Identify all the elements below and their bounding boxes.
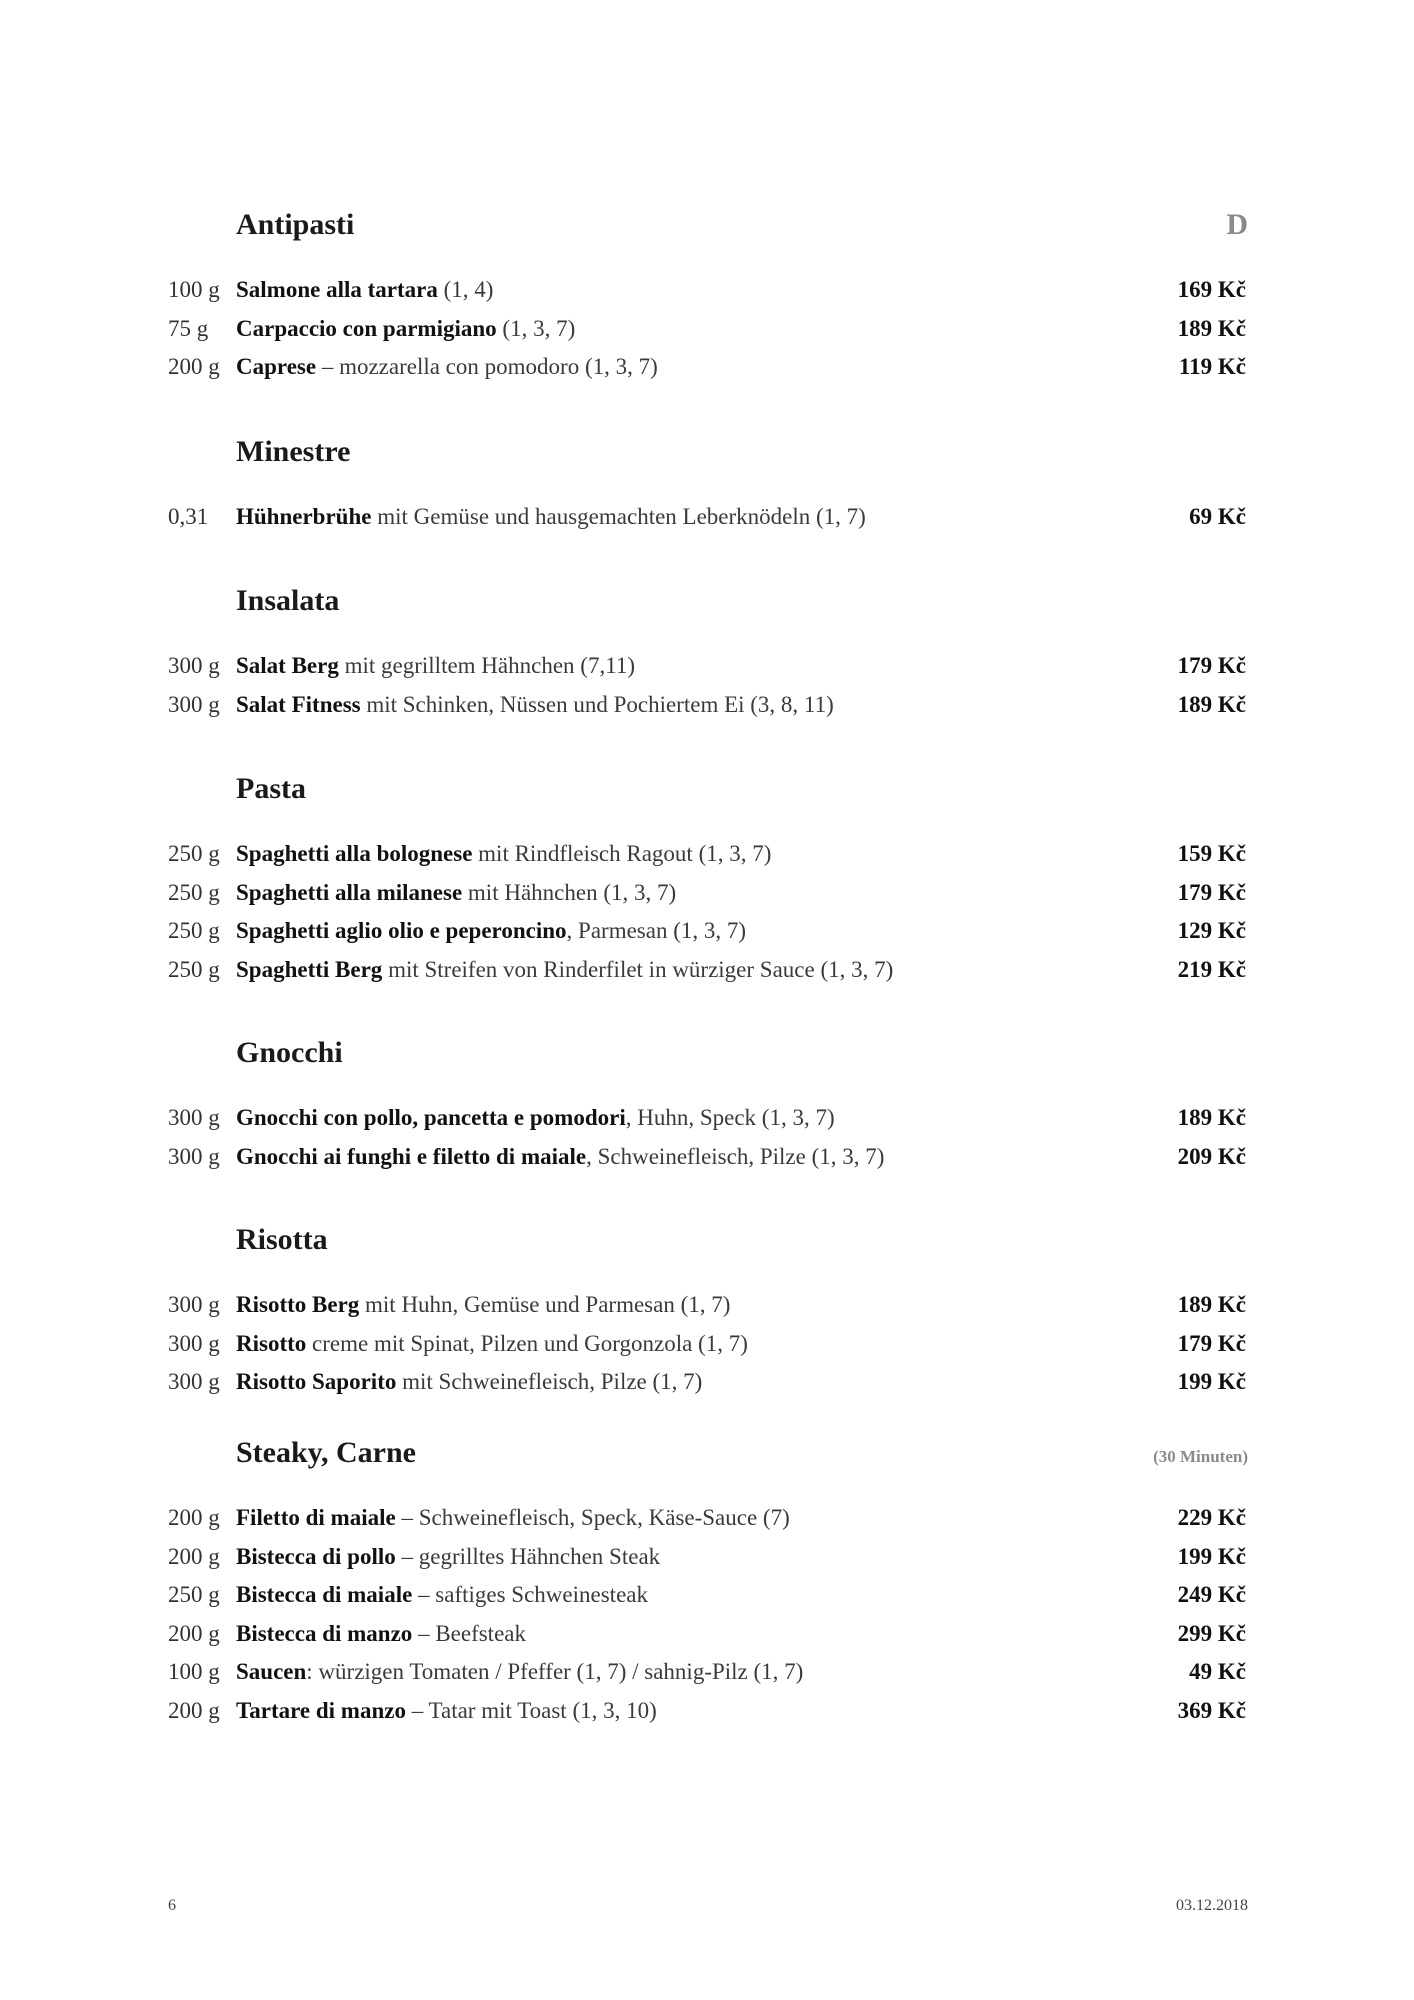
item-description <box>236 1576 648 1614</box>
item-description <box>236 1099 835 1137</box>
item-description <box>236 951 893 989</box>
section-pasta <box>0 769 1414 989</box>
item-quantity: 300 g <box>168 1292 220 1317</box>
item-price: 189 Kč <box>1177 691 1246 717</box>
item-price: 169 Kč <box>1177 277 1246 302</box>
item-price: 189 Kč <box>1177 1292 1246 1317</box>
item-quantity: 300 g <box>168 653 220 678</box>
item-name: Carpaccio con parmigiano <box>236 315 497 341</box>
item-quantity: 250 g <box>168 841 220 866</box>
section-steaky-carne <box>0 1433 1414 1730</box>
item-description <box>236 874 676 912</box>
item-price: 369 Kč <box>1177 1697 1246 1723</box>
item-quantity: 250 g <box>168 1582 220 1607</box>
menu-item <box>0 271 1414 310</box>
item-name: Gnocchi con pollo, pancetta e pomodori <box>236 1105 626 1130</box>
item-quantity: 300 g <box>168 1105 220 1130</box>
item-list <box>0 1286 1414 1402</box>
section-header <box>0 769 1414 829</box>
item-name: Bistecca di manzo <box>236 1620 413 1646</box>
item-price: 189 Kč <box>1177 315 1246 341</box>
item-name: Saucen <box>236 1659 307 1684</box>
item-price: 189 Kč <box>1177 1105 1246 1130</box>
section-gnocchi <box>0 1033 1414 1176</box>
item-description <box>236 686 834 724</box>
item-quantity: 200 g <box>168 1543 220 1569</box>
item-description <box>236 1325 748 1363</box>
menu-item <box>0 874 1414 913</box>
item-description <box>236 1138 884 1176</box>
item-name: Bistecca di pollo <box>236 1543 396 1569</box>
item-name: Bistecca di maiale <box>236 1582 413 1607</box>
item-description <box>236 912 746 950</box>
section-header <box>0 1220 1414 1280</box>
item-quantity: 100 g <box>168 277 220 302</box>
item-detail: – Tatar mit Toast (1, 3, 10) <box>405 1697 657 1723</box>
item-description <box>236 498 866 536</box>
item-quantity: 300 g <box>168 1369 220 1394</box>
item-name: Spaghetti aglio olio e peperoncino <box>236 918 567 943</box>
item-name: Caprese <box>236 354 317 379</box>
item-quantity: 250 g <box>168 879 220 905</box>
menu-item <box>0 1499 1414 1538</box>
item-detail: , Huhn, Speck (1, 3, 7) <box>625 1105 835 1130</box>
item-quantity: 200 g <box>168 1697 220 1723</box>
item-price: 159 Kč <box>1177 841 1246 866</box>
menu-item <box>0 1653 1414 1692</box>
menu-item <box>0 912 1414 951</box>
section-minestre <box>0 432 1414 537</box>
item-name: Risotto Berg <box>236 1292 360 1317</box>
item-detail: mit Gemüse und hausgemachten Leberknödeln (1, 7) <box>371 504 866 529</box>
page-letter: D <box>1226 208 1248 241</box>
menu-item <box>0 835 1414 874</box>
item-detail: mit Hähnchen (1, 3, 7) <box>462 879 677 905</box>
section-title: Risotta <box>236 1223 328 1256</box>
item-detail: mit Schweinefleisch, Pilze (1, 7) <box>396 1369 703 1394</box>
item-name: Salat Fitness <box>236 691 361 717</box>
item-description <box>236 1615 526 1653</box>
menu-item <box>0 951 1414 990</box>
item-detail: : würzigen Tomaten / Pfeffer (1, 7) / sahnig-Pilz (1, 7) <box>306 1659 804 1684</box>
item-description <box>236 271 493 309</box>
menu-item <box>0 686 1414 725</box>
item-list <box>0 498 1414 537</box>
item-description <box>236 1363 702 1401</box>
section-title: Pasta <box>236 772 306 805</box>
menu-item <box>0 1538 1414 1577</box>
section-title: Insalata <box>236 584 340 617</box>
item-price: 209 Kč <box>1177 1143 1246 1169</box>
menu-item <box>0 1138 1414 1177</box>
item-name: Risotto Saporito <box>236 1369 397 1394</box>
item-detail: – Schweinefleisch, Speck, Käse-Sauce (7) <box>395 1505 790 1530</box>
item-detail: , Schweinefleisch, Pilze (1, 3, 7) <box>586 1143 885 1169</box>
item-list <box>0 271 1414 387</box>
item-quantity: 100 g <box>168 1659 220 1684</box>
item-name: Risotto <box>236 1330 307 1356</box>
item-detail: – saftiges Schweinesteak <box>412 1582 648 1607</box>
menu-item <box>0 1615 1414 1654</box>
section-risotta <box>0 1220 1414 1402</box>
section-title: Gnocchi <box>236 1036 343 1069</box>
item-name: Salmone alla tartara <box>236 277 438 302</box>
item-price: 179 Kč <box>1177 653 1246 678</box>
section-title: Minestre <box>236 435 351 468</box>
item-detail: mit Streifen von Rinderfilet in würziger Sauce (1, 3, 7) <box>382 956 894 982</box>
menu-item <box>0 1325 1414 1364</box>
item-price: 299 Kč <box>1177 1620 1246 1646</box>
item-quantity: 300 g <box>168 1330 220 1356</box>
item-price: 179 Kč <box>1177 1330 1246 1356</box>
item-price: 219 Kč <box>1177 956 1246 982</box>
item-price: 129 Kč <box>1177 918 1246 943</box>
preparation-time-note: (30 Minuten) <box>1153 1447 1248 1466</box>
item-price: 179 Kč <box>1177 879 1246 905</box>
section-title: Steaky, Carne <box>236 1436 416 1469</box>
item-detail: creme mit Spinat, Pilzen und Gorgonzola (1, 7) <box>306 1330 748 1356</box>
item-quantity: 250 g <box>168 956 220 982</box>
item-list <box>0 1099 1414 1176</box>
page-number: 6 <box>168 1897 176 1914</box>
item-description <box>236 1499 790 1537</box>
item-name: Hühnerbrühe <box>236 504 372 529</box>
menu-item <box>0 498 1414 537</box>
item-name: Salat Berg <box>236 653 339 678</box>
item-quantity: 250 g <box>168 918 220 943</box>
section-antipasti <box>0 205 1414 387</box>
item-quantity: 200 g <box>168 1620 220 1646</box>
menu-item <box>0 1286 1414 1325</box>
menu-item <box>0 647 1414 686</box>
document-date: 03.12.2018 <box>1176 1897 1248 1914</box>
item-detail: (1, 3, 7) <box>496 315 576 341</box>
item-detail: mit Huhn, Gemüse und Parmesan (1, 7) <box>359 1292 731 1317</box>
item-price: 229 Kč <box>1177 1505 1246 1530</box>
item-detail: , Parmesan (1, 3, 7) <box>566 918 747 943</box>
item-name: Tartare di manzo <box>236 1697 406 1723</box>
item-price: 199 Kč <box>1177 1369 1246 1394</box>
item-list <box>0 647 1414 724</box>
item-name: Spaghetti alla milanese <box>236 879 463 905</box>
item-description <box>236 1286 730 1324</box>
item-detail: mit Schinken, Nüssen und Pochiertem Ei (3, 8, 11) <box>360 691 834 717</box>
item-quantity: 200 g <box>168 1505 220 1530</box>
item-description <box>236 348 658 386</box>
section-header <box>0 1433 1414 1493</box>
menu-item <box>0 1363 1414 1402</box>
section-insalata <box>0 581 1414 724</box>
item-quantity: 300 g <box>168 1143 220 1169</box>
item-name: Filetto di maiale <box>236 1505 396 1530</box>
item-list <box>0 835 1414 989</box>
item-price: 199 Kč <box>1177 1543 1246 1569</box>
menu-item <box>0 348 1414 387</box>
item-quantity: 0,31 <box>168 504 209 529</box>
item-name: Spaghetti alla bolognese <box>236 841 473 866</box>
item-detail: – mozzarella con pomodoro (1, 3, 7) <box>316 354 658 379</box>
item-price: 249 Kč <box>1177 1582 1246 1607</box>
item-price: 49 Kč <box>1189 1659 1246 1684</box>
section-header <box>0 205 1414 265</box>
menu-item <box>0 310 1414 349</box>
section-header <box>0 581 1414 641</box>
item-detail: – gegrilltes Hähnchen Steak <box>395 1543 661 1569</box>
item-price: 119 Kč <box>1178 354 1246 379</box>
item-price: 69 Kč <box>1189 504 1246 529</box>
item-quantity: 200 g <box>168 354 220 379</box>
item-quantity: 300 g <box>168 691 220 717</box>
item-description <box>236 647 635 685</box>
item-detail: mit Rindfleisch Ragout (1, 3, 7) <box>472 841 772 866</box>
item-description <box>236 1653 803 1691</box>
item-name: Spaghetti Berg <box>236 956 383 982</box>
item-description <box>236 310 575 348</box>
item-name: Gnocchi ai funghi e filetto di maiale <box>236 1143 587 1169</box>
menu-item <box>0 1692 1414 1731</box>
menu-item <box>0 1099 1414 1138</box>
item-quantity: 75 g <box>168 315 209 341</box>
section-header <box>0 1033 1414 1093</box>
item-detail: – Beefsteak <box>412 1620 526 1646</box>
section-title: Antipasti <box>236 208 355 241</box>
menu-item <box>0 1576 1414 1615</box>
item-detail: (1, 4) <box>437 277 494 302</box>
item-description <box>236 835 771 873</box>
item-description <box>236 1538 660 1576</box>
item-list <box>0 1499 1414 1730</box>
item-description <box>236 1692 657 1730</box>
section-header <box>0 432 1414 492</box>
item-detail: mit gegrilltem Hähnchen (7,11) <box>338 653 636 678</box>
